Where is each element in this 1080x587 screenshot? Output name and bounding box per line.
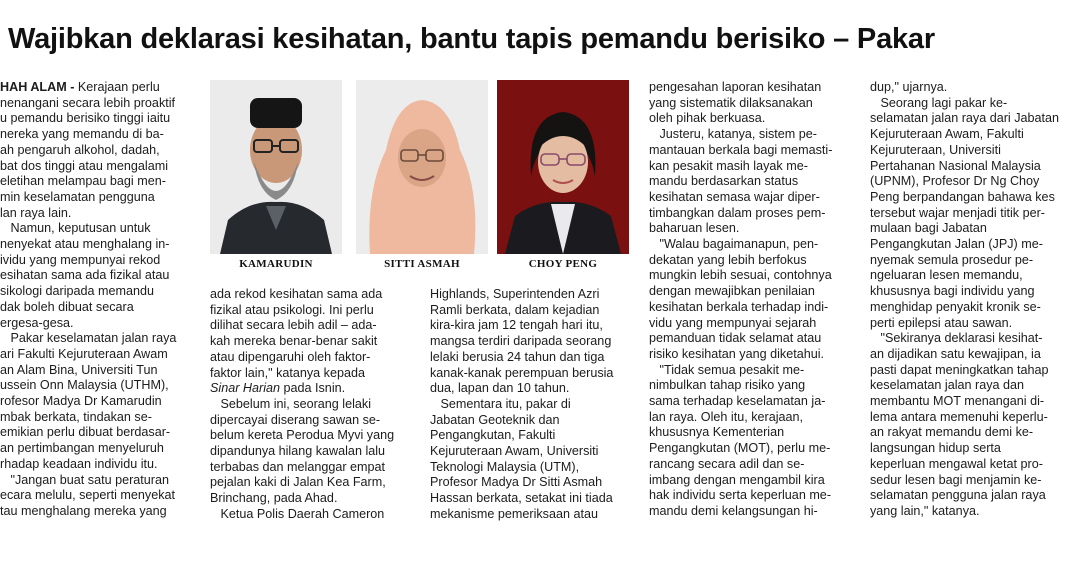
text-line: Brinchang, pada Ahad. xyxy=(210,491,338,506)
text-line: kah mereka benar-benar sakit xyxy=(210,334,378,349)
text-line: faktor lain," katanya kepada xyxy=(210,365,365,380)
text-line: menghidap penyakit kronik se- xyxy=(870,299,1041,314)
photo-choy-peng xyxy=(497,80,629,254)
text-line: pejalan kaki di Jalan Kea Farm, xyxy=(210,475,386,490)
text-line: kan pesakit masih layak me- xyxy=(649,158,808,173)
article-column-2 xyxy=(210,287,416,523)
caption-sitti-asmah: SITTI ASMAH xyxy=(384,258,460,270)
text-line: mandu demi kelangsungan hi- xyxy=(649,503,818,518)
text-line: mandu berdasarkan status xyxy=(649,174,799,189)
text-line: ergesa-gesa. xyxy=(0,315,74,330)
text-line: membantu MOT menangani di- xyxy=(870,394,1045,409)
text-line: mulaan bagi Jabatan xyxy=(870,221,987,236)
text-line: selamatan jalan raya dari Jabatan xyxy=(870,111,1060,126)
text-line: ada rekod kesihatan sama ada xyxy=(210,287,383,301)
text-line: eletihan melampau bagi men- xyxy=(0,174,166,189)
text-line: kira-kira jam 12 tengah hari itu, xyxy=(430,318,603,333)
text-line: Pengangkutan (MOT), perlu me- xyxy=(649,441,831,456)
portrait-woman-icon xyxy=(497,80,629,254)
caption-choy-peng: CHOY PENG xyxy=(528,258,598,270)
text-line: Profesor Madya Dr Sitti Asmah xyxy=(430,475,603,490)
text-line: khususnya bagi individu yang xyxy=(870,284,1035,299)
text-line: Pertahanan Nasional Malaysia xyxy=(870,158,1041,173)
text-line: Seorang lagi pakar ke- xyxy=(870,95,1008,110)
text-line: kesihatan berkala terhadap indi- xyxy=(649,299,829,314)
text-line: Highlands, Superintenden Azri xyxy=(430,287,600,301)
text-line: timbangkan dalam proses pem- xyxy=(649,205,826,220)
text-line: lan raya. Oleh itu, kerajaan, xyxy=(649,409,804,424)
text-line xyxy=(210,381,416,397)
text-line: Ramli berkata, dalam kejadian xyxy=(430,302,600,317)
text-line: vidu yang mempunyai sejarah xyxy=(649,315,817,330)
text-line: dua, lapan dan 10 tahun. xyxy=(430,381,570,396)
text-line: Kejuruteraan Awam, Fakulti xyxy=(870,127,1024,142)
text-line: Sementara itu, pakar di xyxy=(430,396,571,411)
text-line: an pertimbangan menyeluruh xyxy=(0,441,164,456)
text-line: yang sistematik dilaksanakan xyxy=(649,95,813,110)
text-line: selamatan pengguna jalan raya xyxy=(870,488,1046,503)
text-line: Pengangkutan, Fakulti xyxy=(430,428,556,443)
text-line: Teknologi Malaysia (UTM), xyxy=(430,459,580,474)
text-line: Pakar keselamatan jalan raya xyxy=(0,331,177,346)
text-line: (UPNM), Profesor Dr Ng Choy xyxy=(870,174,1040,189)
text-line: an dijadikan satu kewajipan, ia xyxy=(870,346,1041,361)
text-line: Pengangkutan Jalan (JPJ) me- xyxy=(870,237,1043,252)
text-line: kanak-kanak perempuan berusia xyxy=(430,365,614,380)
text-line: esihatan sama ada fizikal atau xyxy=(0,268,170,283)
photo-kamarudin xyxy=(210,80,342,254)
text-line: keselamatan jalan raya dan xyxy=(870,378,1025,393)
text-line: "Jangan buat satu peraturan xyxy=(0,472,170,487)
text-line: lelaki berusia 24 tahun dan tiga xyxy=(430,349,605,364)
text-line: "Sekiranya deklarasi kesihat- xyxy=(870,331,1043,346)
text-line: ussein Onn Malaysia (UTHM), xyxy=(0,378,169,393)
text-line: sedur lesen bagi menjamin ke- xyxy=(870,472,1042,487)
text-line: nereka yang memandu di ba- xyxy=(0,127,164,142)
text-line: Justeru, katanya, sistem pe- xyxy=(649,127,817,142)
text-line: imbang dengan mengambil kira xyxy=(649,472,825,487)
text-line: sama terhadap keselamatan ja- xyxy=(649,394,826,409)
text-line: langsungan hidup serta xyxy=(870,441,1001,456)
photo-sitti-asmah xyxy=(356,80,488,254)
text-line: rancang secara adil dan se- xyxy=(649,456,805,471)
text-line: nenyekat atau menghalang in- xyxy=(0,237,170,252)
text-line: Namun, keputusan untuk xyxy=(0,221,151,236)
text-line: atau dipengaruhi oleh faktor- xyxy=(210,349,371,364)
text-line: yang lain," katanya. xyxy=(870,503,980,518)
text-line: dekatan yang lebih berfokus xyxy=(649,252,807,267)
text-line: lema antara memenuhi keperlu- xyxy=(870,409,1048,424)
text-line: pemanduan tidak selamat atau xyxy=(649,331,822,346)
text-line: ari Fakulti Kejuruteraan Awam xyxy=(0,346,168,361)
text-line: min keselamatan pengguna xyxy=(0,189,155,204)
caption-kamarudin: KAMARUDIN xyxy=(239,258,313,270)
text-line: ividu yang mempunyai rekod xyxy=(0,252,161,267)
text-line: an Alam Bina, Universiti Tun xyxy=(0,362,158,377)
text-line: Kejuruteraan Awam, Universiti xyxy=(430,444,599,459)
text-line: sikologi daripada memandu xyxy=(0,284,155,299)
portrait-man-icon xyxy=(210,80,342,254)
text-line: lan raya lain. xyxy=(0,205,72,220)
text-line xyxy=(0,80,192,96)
text-line: mekanisme pemeriksaan atau xyxy=(430,506,598,521)
text-line: ah pengaruh alkohol, dadah, xyxy=(0,142,160,157)
text-line: Ketua Polis Daerah Cameron xyxy=(210,506,385,521)
text-line: rhadap keadaan individu itu. xyxy=(0,456,158,471)
article-column-1 xyxy=(0,80,192,520)
text-line: ngeluaran lesen memandu, xyxy=(870,268,1023,283)
article-column-4 xyxy=(649,80,855,520)
text-line: dipercayai diserang sawan se- xyxy=(210,412,381,427)
text-line: hak individu serta keperluan me- xyxy=(649,488,832,503)
text-line: nenangani secara lebih proaktif xyxy=(0,95,176,110)
portrait-woman-hijab-icon xyxy=(356,80,488,254)
text-line: dup," ujarnya. xyxy=(870,80,948,94)
dateline: HAH ALAM - xyxy=(0,80,78,94)
text-line: tau menghalang mereka yang xyxy=(0,503,167,518)
text-line: mantauan berkala bagi memasti- xyxy=(649,142,833,157)
text-line: bat dos tinggi atau mengalami xyxy=(0,158,169,173)
text-line: mungkin lebih sesuai, contohnya xyxy=(649,268,832,283)
text-line: u pemandu berisiko tinggi iaitu xyxy=(0,111,171,126)
text-line: pengesahan laporan kesihatan xyxy=(649,80,822,94)
text-line: an rakyat memandu demi ke- xyxy=(870,425,1034,440)
text-line: Kejuruteraan, Universiti xyxy=(870,142,1001,157)
text-line: "Tidak semua pesakit me- xyxy=(649,362,805,377)
text-line: kesihatan semasa wajar diper- xyxy=(649,189,820,204)
text-line: perti epilepsi atau sawan. xyxy=(870,315,1013,330)
text-line: nyemak semula prosedur pe- xyxy=(870,252,1034,267)
text-line: mbak berkata, tindakan se- xyxy=(0,409,152,424)
text-run: Kerajaan perlu xyxy=(77,80,160,94)
text-line: rofesor Madya Dr Kamarudin xyxy=(0,394,162,409)
article-column-5 xyxy=(870,80,1075,520)
text-line: dilihat secara lebih adil – ada- xyxy=(210,318,377,333)
text-line: Jabatan Geoteknik dan xyxy=(430,412,560,427)
text-line: oleh pihak berkuasa. xyxy=(649,111,766,126)
text-line: risiko kesihatan yang diketahui. xyxy=(649,346,825,361)
text-line: fizikal atau psikologi. Ini perlu xyxy=(210,302,374,317)
text-line: ecara melulu, seperti menyekat xyxy=(0,488,175,503)
publication-name: Sinar Harian xyxy=(210,381,280,396)
text-line: tersebut wajar menjadi titik per- xyxy=(870,205,1045,220)
text-line: Hassan berkata, setakat ini tiada xyxy=(430,491,613,506)
text-line: emikian perlu dibuat berdasar- xyxy=(0,425,171,440)
headline: Wajibkan deklarasi kesihatan, bantu tapis pemandu berisiko – Pakar xyxy=(8,23,935,55)
text-line: mangsa terdiri daripada seorang xyxy=(430,334,612,349)
text-line: dengan mewajibkan penilaian xyxy=(649,284,815,299)
text-line: dipandunya hilang kawalan lalu xyxy=(210,444,386,459)
text-line: baharuan lesen. xyxy=(649,221,740,236)
text-line: belum kereta Perodua Myvi yang xyxy=(210,428,395,443)
text-line: Peng berpandangan bahawa kes xyxy=(870,189,1055,204)
article-column-3 xyxy=(430,287,630,523)
text-line: terbabas dan melanggar empat xyxy=(210,459,386,474)
text-line: Sebelum ini, seorang lelaki xyxy=(210,396,372,411)
text-line: khususnya Kementerian xyxy=(649,425,785,440)
text-line: "Walau bagaimanapun, pen- xyxy=(649,237,819,252)
text-line: keperluan mengawal ketat pro- xyxy=(870,456,1043,471)
text-line: nimbulkan tahap risiko yang xyxy=(649,378,806,393)
text-line: dak boleh dibuat secara xyxy=(0,299,134,314)
text-line: pasti dapat meningkatkan tahap xyxy=(870,362,1049,377)
text-run: pada Isnin. xyxy=(280,381,346,396)
